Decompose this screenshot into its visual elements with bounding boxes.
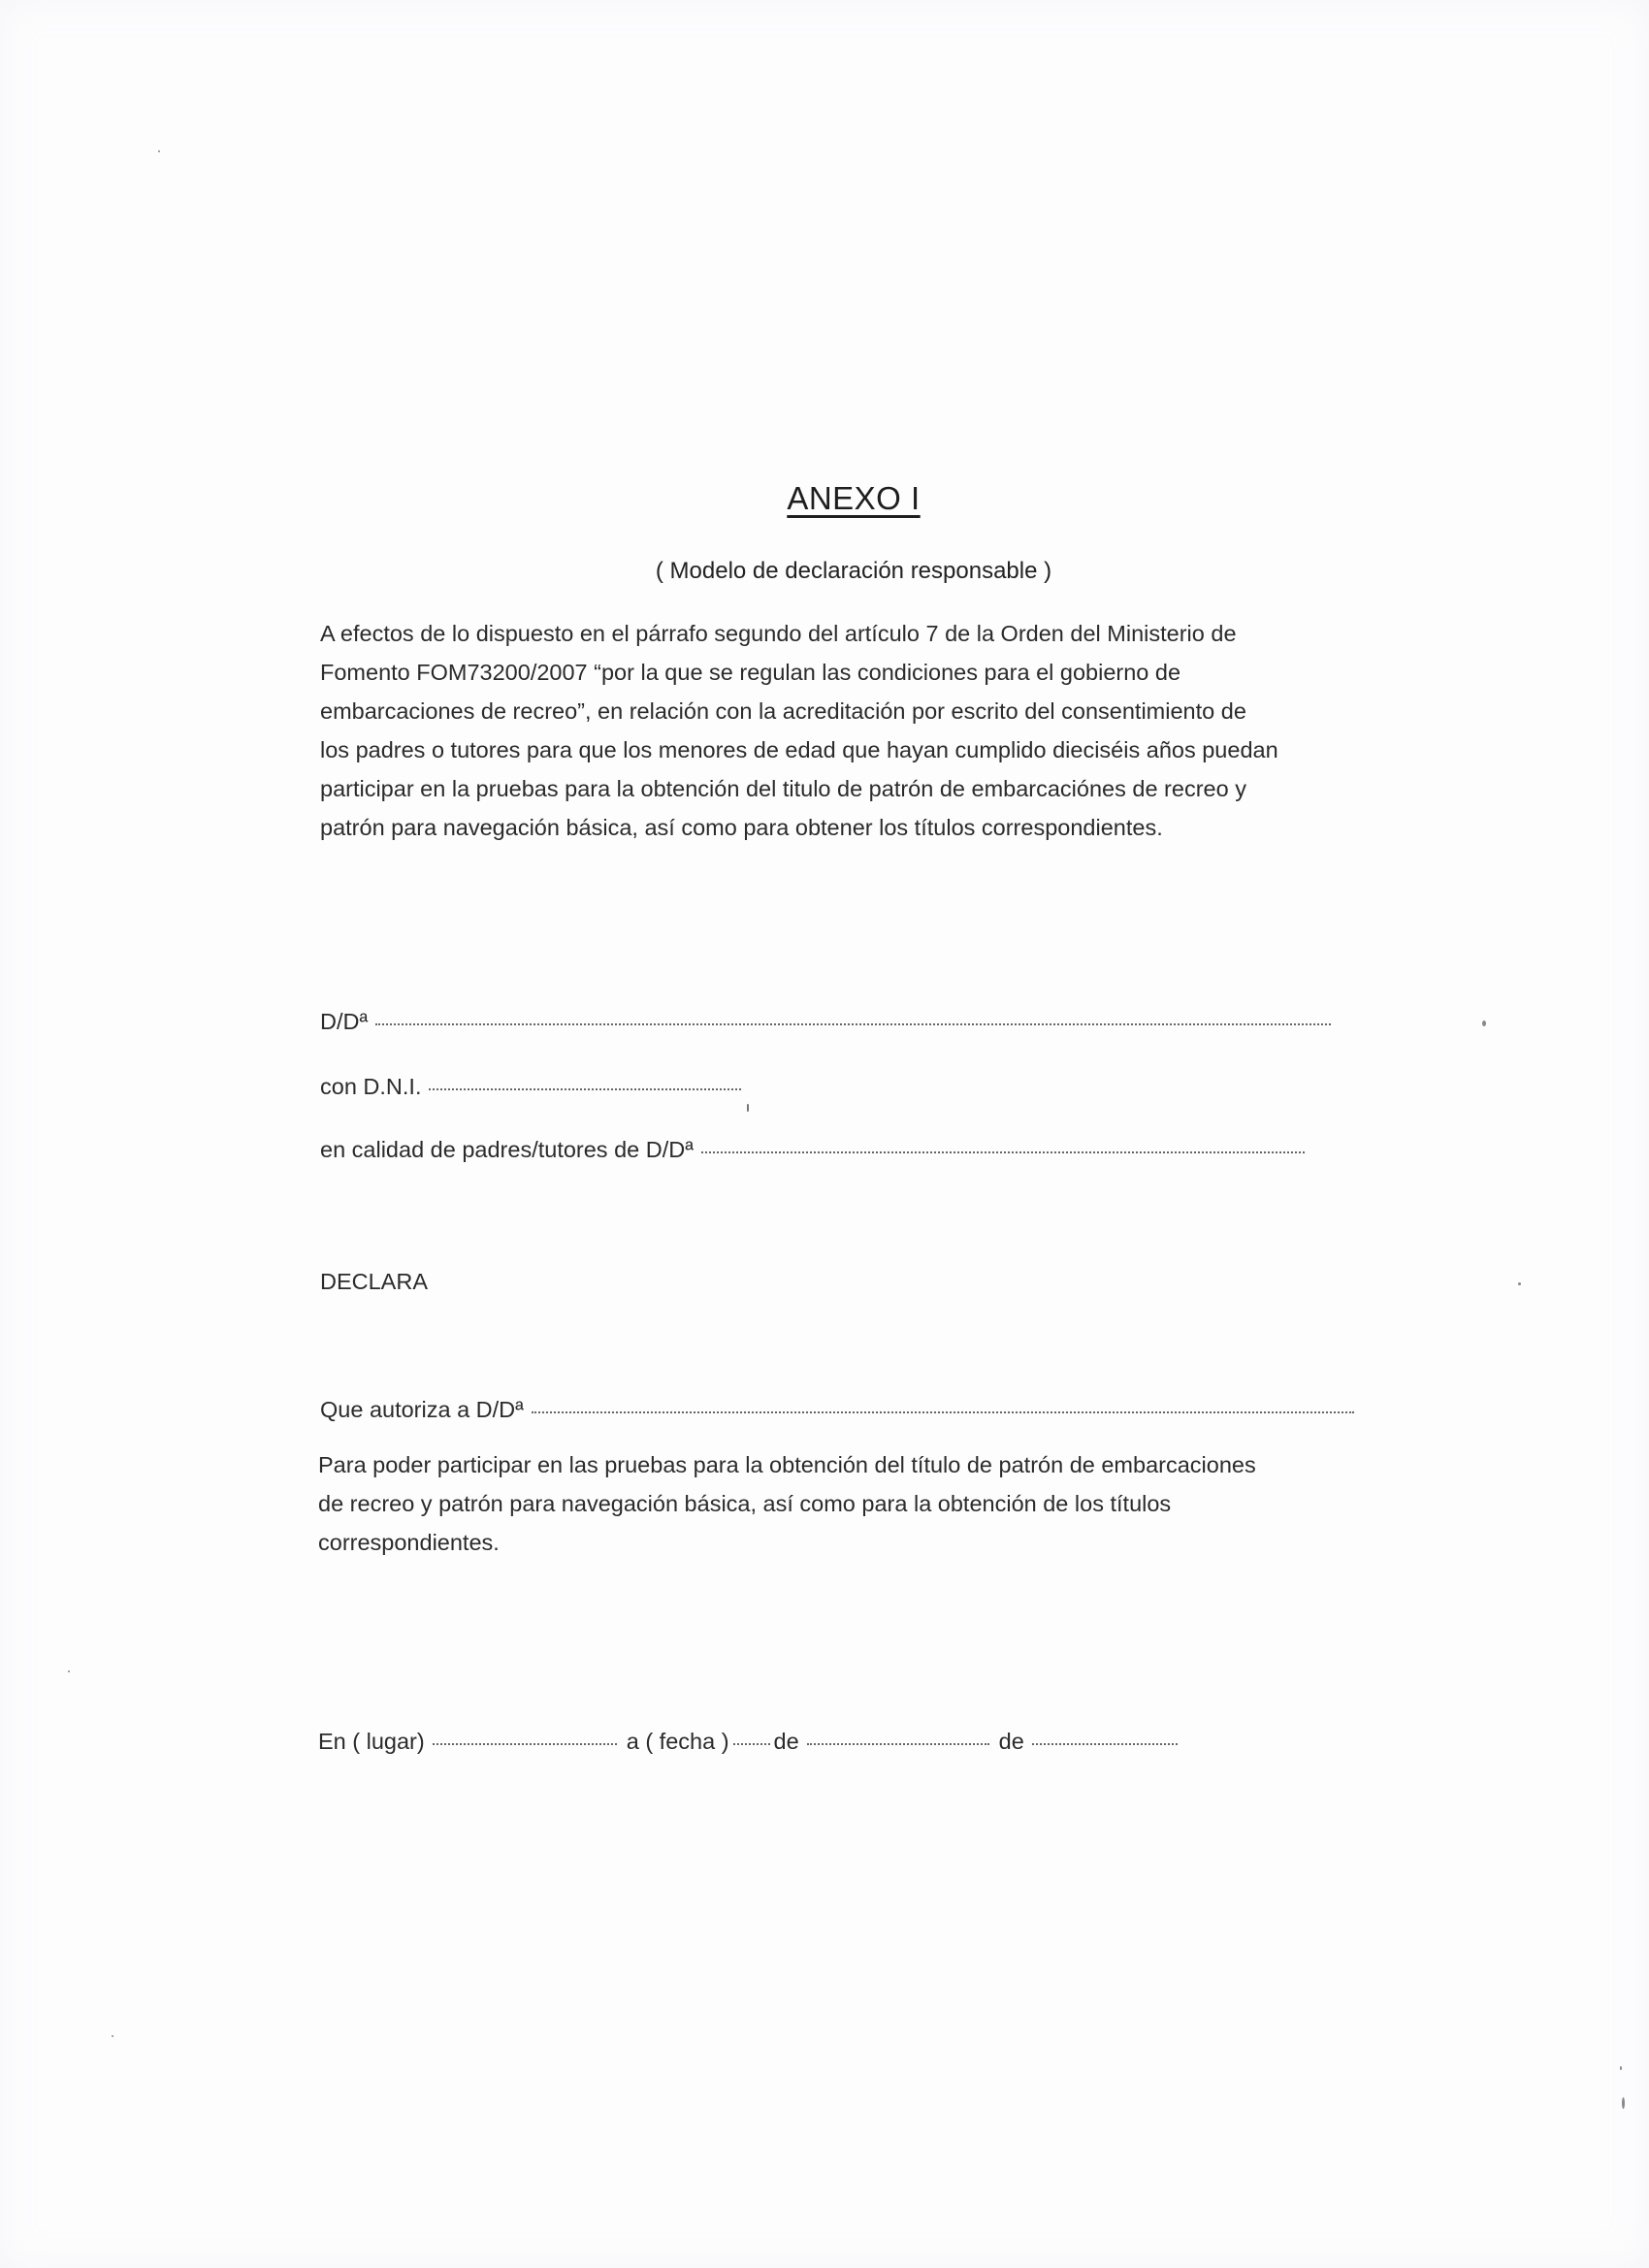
authorization-paragraph [318,1445,1405,1562]
name-field-blank[interactable] [375,1022,1331,1025]
dni-field-blank[interactable] [429,1087,741,1090]
body-line: correspondientes. [318,1530,500,1555]
dni-field-row [320,1074,741,1100]
intro-paragraph [320,614,1397,847]
scan-speck [158,150,160,152]
name-field-row [320,1009,1331,1035]
authorize-field-label: Que autoriza a D/Dª [320,1397,524,1422]
body-line: de recreo y patrón para navegación básica, así como para la obtención de los títulos [318,1491,1172,1516]
month-blank[interactable] [807,1742,989,1745]
place-date-row [318,1729,1178,1755]
scan-speck [747,1104,749,1112]
intro-line: participar en la pruebas para la obtención del titulo de patrón de embarcaciónes de recreo y [320,776,1246,801]
guardian-field-row [320,1137,1305,1163]
intro-line: patrón para navegación básica, así como para obtener los títulos correspondientes. [320,815,1163,840]
document-subtitle: ( Modelo de declaración responsable ) [655,558,1052,584]
body-line: Para poder participar en las pruebas para la obtención del título de patrón de embarcaciones [318,1452,1256,1477]
document-title: ANEXO I [787,480,921,516]
guardian-field-blank[interactable] [701,1150,1305,1153]
intro-line: embarcaciones de recreo”, en relación con la acreditación por escrito del consentimiento de [320,698,1246,724]
scan-speck [68,1670,70,1672]
scan-speck [112,2035,113,2037]
place-blank[interactable] [433,1742,617,1745]
de-label-2: de [998,1729,1024,1754]
de-label-1: de [773,1729,799,1754]
name-field-label: D/Dª [320,1009,369,1034]
day-blank[interactable] [733,1742,770,1745]
place-label: En ( lugar) [318,1729,425,1754]
authorize-field-blank[interactable] [532,1410,1354,1413]
authorize-field-row [320,1397,1354,1423]
dni-field-label: con D.N.I. [320,1074,422,1099]
scan-speck [1482,1021,1486,1026]
intro-line: los padres o tutores para que los menores de edad que hayan cumplido dieciséis años puedan [320,737,1278,762]
scan-speck [1518,1282,1521,1285]
scan-speck [1622,2097,1625,2109]
declara-heading: DECLARA [320,1269,429,1294]
intro-line: Fomento FOM73200/2007 “por la que se regulan las condiciones para el gobierno de [320,660,1181,685]
guardian-field-label: en calidad de padres/tutores de D/Dª [320,1137,694,1162]
intro-line: A efectos de lo dispuesto en el párrafo segundo del artículo 7 de la Orden del Ministerio de [320,621,1237,646]
year-blank[interactable] [1032,1742,1178,1745]
date-label: a ( fecha ) [626,1729,729,1754]
scan-speck [1620,2066,1622,2070]
